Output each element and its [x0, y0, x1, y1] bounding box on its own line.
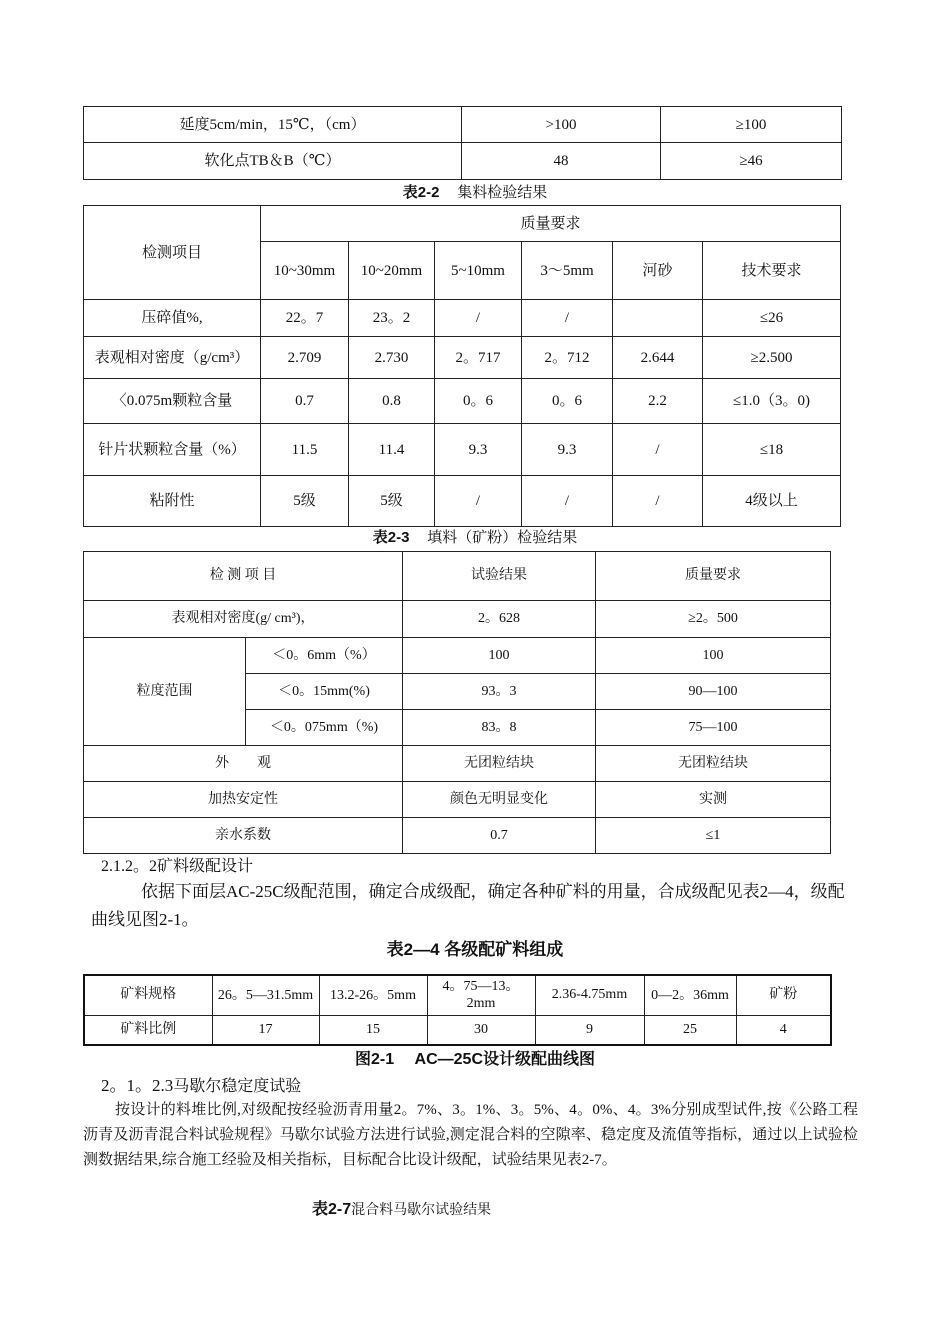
table-2-3-caption [0, 528, 950, 548]
filler-test-table [83, 551, 831, 854]
table-row [84, 782, 831, 818]
table-row [84, 476, 841, 527]
table-cell: 93。3 [403, 674, 596, 710]
column-header: 试验结果 [403, 552, 596, 601]
table-cell: 0.7 [261, 379, 349, 424]
table-2-4-caption: 表2—4 各级配矿料组成 [386, 940, 564, 959]
table-cell: 加热安定性 [84, 782, 403, 818]
table-cell: 17 [212, 1015, 319, 1045]
table-cell: / [435, 476, 522, 527]
table-cell: ≥46 [661, 143, 842, 180]
table-cell: 颜色无明显变化 [403, 782, 596, 818]
column-header: 质量要求 [596, 552, 831, 601]
table-cell: ≤18 [703, 424, 841, 476]
table-cell: 4。75—13。2mm [427, 975, 535, 1015]
table-cell: 亲水系数 [84, 818, 403, 854]
table-cell: 2。628 [403, 601, 596, 638]
table-cell: 30 [427, 1015, 535, 1045]
table-cell: 0.8 [349, 379, 435, 424]
column-header: 10~20mm [349, 242, 435, 300]
figure-2-1-caption: 图2-1 AC—25C设计级配曲线图 [354, 1051, 596, 1068]
table-cell: 83。8 [403, 710, 596, 746]
table-cell: 11.4 [349, 424, 435, 476]
column-header: 5~10mm [435, 242, 522, 300]
item-header: 检测项目 [84, 206, 261, 300]
section-heading [101, 856, 253, 878]
column-header: 河砂 [613, 242, 703, 300]
table-row [84, 746, 831, 782]
table-cell: 表观相对密度(g/ cm³)， [84, 601, 403, 638]
heading-number: 2。1。2.3 [101, 1076, 174, 1095]
table-cell: 2。712 [522, 337, 613, 379]
column-header: 10~30mm [261, 242, 349, 300]
table-cell: 粘附性 [84, 476, 261, 527]
table-cell: 48 [462, 143, 661, 180]
group-header: 质量要求 [261, 206, 841, 242]
table-cell: / [613, 476, 703, 527]
table-2-7-caption [312, 1199, 491, 1222]
heading-number: 2.1.2。2 [101, 858, 158, 875]
table-cell: 〈0.075m颗粒含量 [84, 379, 261, 424]
table-cell: 26。5—31.5mm [212, 975, 319, 1015]
caption-number: 表2-2 [402, 184, 440, 201]
table-row [84, 379, 841, 424]
table-cell: 25 [644, 1015, 736, 1045]
mineral-composition-table [83, 974, 832, 1046]
caption-number: 表2-7 [312, 1201, 352, 1218]
caption-text: 填料（矿粉）检验结果 [427, 530, 578, 546]
table-row [84, 107, 842, 143]
table-cell: ≤26 [703, 300, 841, 337]
table-cell: 9 [535, 1015, 644, 1045]
table-row [84, 337, 841, 379]
column-header: 检 测 项 目 [84, 552, 403, 601]
table-row [84, 300, 841, 337]
table-cell: 4级以上 [703, 476, 841, 527]
heading-text: 矿料级配设计 [157, 858, 254, 875]
table-cell: ≥100 [661, 107, 842, 143]
table-cell: 外 观 [84, 746, 403, 782]
table-row [84, 975, 831, 1015]
table-cell: 9.3 [522, 424, 613, 476]
table-cell: 2.2 [613, 379, 703, 424]
table-cell: 表观相对密度（g/cm³） [84, 337, 261, 379]
table-cell: / [522, 300, 613, 337]
table-cell: 90—100 [596, 674, 831, 710]
caption-text: 混合料马歇尔试验结果 [351, 1203, 492, 1218]
table-cell: 2.36-4.75mm [535, 975, 644, 1015]
paragraph: 按设计的料堆比例,对级配按经验沥青用量2。7%、3。1%、3。5%、4。0%、4。3%分别成型试件,按《公路工程沥青及沥青混合料试验规程》马歇尔试验方法进行试验,测定混合料的空隙率、稳定度及流值等指标，通过以上试验检测数据结果,综合施工经验及相关指标，目标配合比设计级配，试验结果见表2-7。 [83, 1102, 858, 1168]
table-cell: ＜0。15mm(%) [246, 674, 403, 710]
table-cell: 无团粒结块 [596, 746, 831, 782]
table-2-2-caption [0, 183, 950, 203]
table-header-row [84, 206, 841, 242]
table-cell: 2.730 [349, 337, 435, 379]
column-header: 技术要求 [703, 242, 841, 300]
table-cell: 15 [319, 1015, 427, 1045]
table-cell: ≥2.500 [703, 337, 841, 379]
table-header-row [84, 552, 831, 601]
table-cell: ＜0。6mm（%） [246, 638, 403, 674]
table-cell: 实测 [596, 782, 831, 818]
caption-number: 表2-3 [372, 529, 410, 546]
table-cell: 5级 [349, 476, 435, 527]
table-cell: 粒度范围 [84, 638, 246, 746]
table-cell: 23。2 [349, 300, 435, 337]
table-cell: / [522, 476, 613, 527]
heading-text: 马歇尔稳定度试验 [173, 1078, 302, 1095]
table-cell: 软化点TB＆B（℃） [84, 143, 462, 180]
table-cell: 针片状颗粒含量（%） [84, 424, 261, 476]
table-cell: 矿料规格 [84, 975, 212, 1015]
table-cell: ＜0。075mm（%) [246, 710, 403, 746]
table-cell: / [613, 424, 703, 476]
table-cell: ≥2。500 [596, 601, 831, 638]
table-cell: 13.2-26。5mm [319, 975, 427, 1015]
paragraph: 依据下面层AC-25C级配范围，确定合成级配，确定各种矿料的用量，合成级配见表2—4，级配曲线见图2-1。 [91, 882, 845, 929]
table-cell: 0。6 [435, 379, 522, 424]
table-cell: 0—2。36mm [644, 975, 736, 1015]
asphalt-test-table-continued [83, 106, 842, 180]
table-cell: 22。7 [261, 300, 349, 337]
table-cell [613, 300, 703, 337]
table-cell: 4 [736, 1015, 831, 1045]
table-row [84, 601, 831, 638]
caption-text: 集料检验结果 [457, 185, 548, 201]
table-cell: 100 [403, 638, 596, 674]
table-row [84, 1015, 831, 1045]
table-cell: 11.5 [261, 424, 349, 476]
table-cell: 压碎值%, [84, 300, 261, 337]
table-cell: 矿粉 [736, 975, 831, 1015]
table-cell: ≤1.0（3。0) [703, 379, 841, 424]
table-row [84, 424, 841, 476]
table-cell: 0.7 [403, 818, 596, 854]
table-cell: 0。6 [522, 379, 613, 424]
table-cell: 75—100 [596, 710, 831, 746]
table-cell: 延度5cm/min，15℃，（cm） [84, 107, 462, 143]
table-row [84, 143, 842, 180]
table-cell: ≤1 [596, 818, 831, 854]
aggregate-test-table [83, 205, 841, 527]
table-cell: 2.644 [613, 337, 703, 379]
section-heading [101, 1074, 301, 1099]
table-cell: / [435, 300, 522, 337]
table-cell: 2.709 [261, 337, 349, 379]
table-row [84, 638, 831, 674]
table-cell: 9.3 [435, 424, 522, 476]
table-cell: 2。717 [435, 337, 522, 379]
table-cell: 无团粒结块 [403, 746, 596, 782]
table-cell: >100 [462, 107, 661, 143]
table-cell: 100 [596, 638, 831, 674]
table-cell: 矿料比例 [84, 1015, 212, 1045]
table-row [84, 818, 831, 854]
table-cell: 5级 [261, 476, 349, 527]
column-header: 3～5mm [522, 242, 613, 300]
